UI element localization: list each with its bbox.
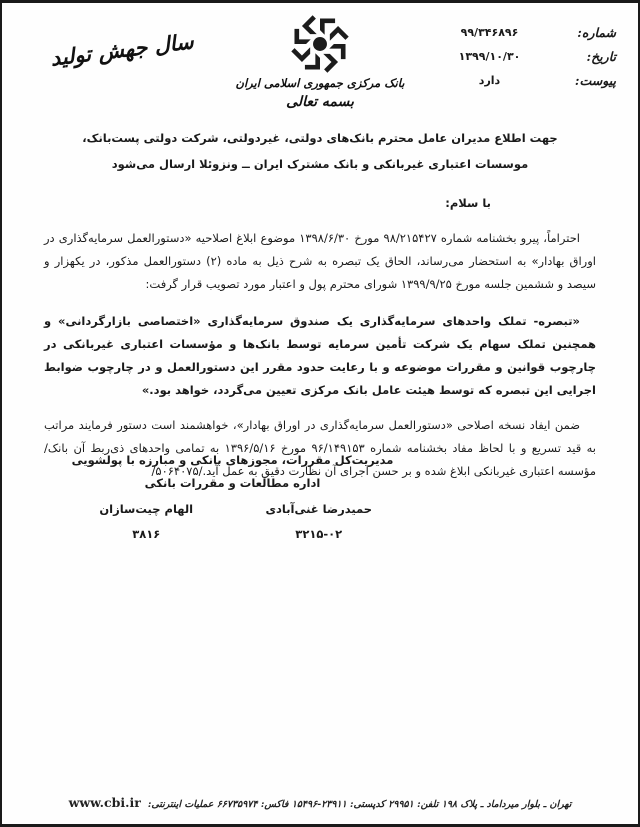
paragraph-instruction: ضمن ایفاد نسخه اصلاحی «دستورالعمل سرمایه‌گذاری در اوراق بهادار»، خواهشمند است دستور فرمایند مراتب به قید تسریع و با لحاظ مفاد بخشنامه شماره ۹۶/۱۴۹۱۵۳ مورخ ۱۳۹۶/۵/۱۶ به تمامی واحدهای ذی‌ربط آن بانک/مؤسسه اعتباری غیربانکی ابلاغ شده و بر حسن اجرای آن نظارت دقیق به عمل آید./۵۰۶۴۰۷۵/ (44, 418, 596, 478)
signer-right-name: حمیدرضا غنی‌آبادی (265, 502, 373, 516)
footer-address: تهران ـ بلوار میرداماد ـ پلاک ۱۹۸ تلفن: ۲۹۹۵۱ کدپستی: ۲۳۹۱۱-۱۵۴۹۶ فاکس: ۶۶۷۳۵۹۷۴ عملیات اینترنتی: (147, 799, 572, 810)
addressee-line: جهت اطلاع مدیران عامل محترم بانک‌های دولتی، غیردولتی، شرکت دولتی پست‌بانک، موسسات اعتباری غیربانکی و بانک مشترک ایران ــ ونزوئلا ارسال می‌شود (82, 131, 558, 171)
central-bank-emblem-icon (291, 15, 349, 73)
attachment-label: پیوست: (574, 73, 616, 88)
reference-fields (421, 25, 616, 88)
signer-left (60, 502, 233, 541)
signers-row (60, 502, 405, 541)
number-label: شماره: (577, 25, 616, 40)
date-value: ۱۳۹۹/۱۰/۳۰ (458, 50, 521, 63)
signer-right (233, 502, 406, 541)
footer-website: www.cbi.ir (68, 795, 141, 810)
department-line2: اداره مطالعات و مقررات بانکی (144, 476, 321, 490)
signer-left-code: ۳۸۱۶ (132, 527, 161, 541)
besmeleh-calligraphy: بسمه تعالی (286, 94, 354, 110)
letter-body (44, 125, 596, 483)
number-value: ۹۹/۳۴۶۸۹۶ (460, 26, 519, 39)
signer-right-code: ۳۲۱۵-۰۲ (295, 527, 343, 541)
signature-block (60, 453, 405, 541)
paragraph-tabsareh: «تبصره- تملک واحدهای سرمایه‌گذاری یک صندوق سرمایه‌گذاری «اختصاصی بازارگردانی» و همچنین تملک سهام یک شرکت تأمین سرمایه توسط بانک‌ها و مؤسسات اعتباری غیربانکی در چارچوب قوانین و مقررات موضوعه و با رعایت حدود مقرر این دستورالعمل و در چارچوب ضوابط اجرایی این تبصره که توسط هیئت عامل بانک مرکزی تعیین می‌گردد، خواهد بود.» (44, 314, 596, 397)
salutation: با سلام: (445, 196, 491, 210)
footer-address-line (2, 795, 638, 810)
attachment-value: دارد (478, 74, 501, 87)
year-slogan-calligraphy: سال جهش تولید (49, 28, 195, 71)
date-label: تاریخ: (586, 49, 616, 64)
paragraph-intro: احتراماً، پیرو بخشنامه شماره ۹۸/۲۱۵۴۲۷ مورخ ۱۳۹۸/۶/۳۰ موضوع ابلاغ اصلاحیه «دستورالعمل سرمایه‌گذاری در اوراق بهادار» به استحضار می‌رساند، الحاق یک تبصره به شرح ذیل به ماده (۲) دستورالعمل مذکور، در یکهزار و سیصد و ششمین جلسه مورخ ۱۳۹۹/۹/۲۵ شورای محترم پول و اعتبار مورد تصویب قرار گرفت: (44, 231, 596, 291)
bank-name: بانک مرکزی جمهوری اسلامی ایران (235, 76, 405, 90)
signer-left-name: الهام چیت‌سازان (99, 502, 194, 516)
department-line1: مدیریت‌کل مقررات، مجوزهای بانکی و مبارزه با پولشویی (71, 453, 394, 467)
